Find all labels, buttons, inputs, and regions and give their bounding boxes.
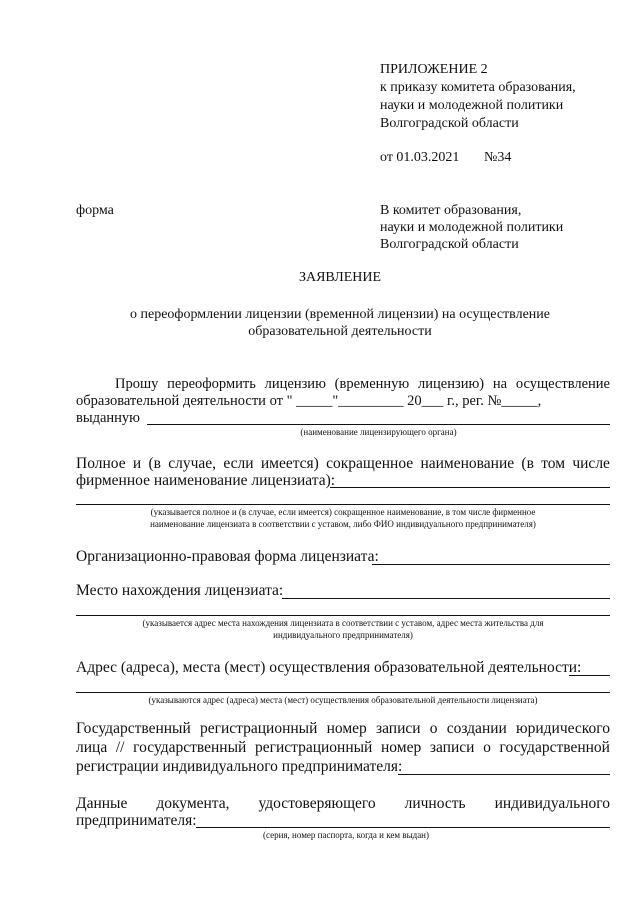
request-line-1: Прошу переоформить лицензию (временную лицензию) на осуществление: [115, 376, 610, 392]
identity-line-1: Данные документа, удостоверяющего личность индивидуального: [76, 795, 610, 812]
full-name-field-line-2[interactable]: [76, 504, 610, 505]
location-field-line[interactable]: [282, 598, 610, 599]
legal-form-field-line[interactable]: [372, 564, 610, 565]
location-field-line-2[interactable]: [76, 615, 610, 616]
activity-address-field-line-2[interactable]: [76, 692, 610, 693]
identity-field-line[interactable]: [196, 827, 610, 828]
full-name-field-line[interactable]: [330, 487, 610, 488]
location-label: Место нахождения лицензиата:: [76, 582, 284, 599]
order-line-2: науки и молодежной политики: [380, 98, 564, 113]
registration-line-2: лица // государственный регистрационный номер записи о государственной: [76, 739, 610, 756]
issued-hint: (наименование лицензирующего органа): [300, 427, 457, 437]
full-name-line-2: фирменное наименование лицензиата):: [76, 472, 336, 489]
issued-label: выданную: [76, 410, 141, 426]
identity-line-2: предпринимателя:: [76, 812, 197, 829]
order-date: от 01.03.2021: [380, 150, 460, 165]
order-line-1: к приказу комитета образования,: [380, 80, 576, 95]
activity-address-label: Адрес (адреса), места (мест) осуществления образовательной деятельности:: [76, 659, 582, 676]
location-hint-1: (указывается адрес места нахождения лицензиата в соответствии с уставом, адрес места жительства для: [142, 618, 544, 628]
document-title: ЗАЯВЛЕНИЕ: [298, 270, 382, 285]
document-subtitle-line-1: о переоформлении лицензии (временной лицензии) на осуществление: [130, 307, 550, 322]
full-name-line-1: Полное и (в случае, если имеется) сокращенное наименование (в том числе: [76, 455, 610, 472]
issued-by-line[interactable]: [147, 424, 610, 425]
registration-line-3: регистрации индивидуального предпринимателя:: [76, 758, 403, 775]
document-subtitle-line-2: образовательной деятельности: [248, 324, 432, 339]
activity-address-hint: (указываются адрес (адреса) места (мест) осуществления образовательной деятельности лицензиата): [148, 695, 538, 705]
identity-hint: (серия, номер паспорта, когда и кем выдан): [263, 830, 429, 840]
addressee-line-3: Волгоградской области: [380, 237, 519, 252]
appendix-title: ПРИЛОЖЕНИЕ 2: [380, 62, 488, 77]
full-name-hint-1: (указывается полное и (в случае, если имеется) сокращенное наименование, в том числе фирменное: [150, 507, 536, 517]
legal-form-label: Организационно-правовая форма лицензиата:: [76, 548, 379, 565]
addressee-line-1: В комитет образования,: [380, 203, 522, 218]
full-name-hint-2: наименование лицензиата в соответствии с уставом, либо ФИО индивидуального предпринимателя): [150, 519, 536, 529]
order-number: №34: [484, 150, 512, 165]
location-hint-2: индивидуального предпринимателя): [273, 630, 413, 640]
form-label: форма: [76, 203, 114, 218]
request-line-2: образовательной деятельности от " _____"_________ 20___ г., рег. №_____,: [76, 393, 542, 409]
addressee-line-2: науки и молодежной политики: [380, 220, 564, 235]
registration-line-1: Государственный регистрационный номер записи о создании юридического: [76, 720, 610, 737]
registration-field-line[interactable]: [398, 774, 610, 775]
activity-address-field-line[interactable]: [569, 675, 610, 676]
order-line-3: Волгоградской области: [380, 116, 519, 131]
